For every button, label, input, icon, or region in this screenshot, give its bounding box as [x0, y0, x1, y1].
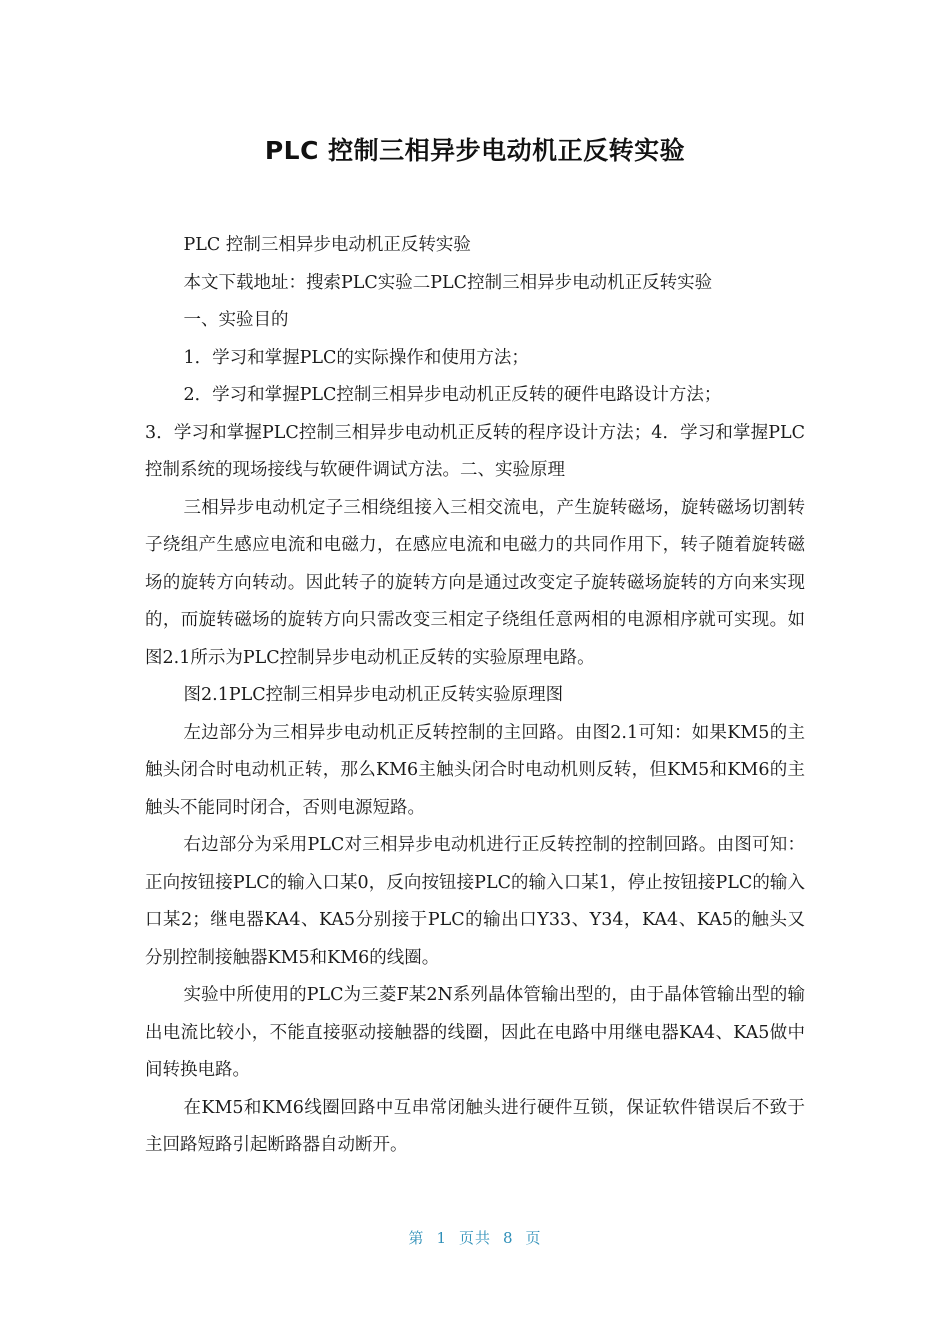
- footer-middle: 页共: [458, 1229, 491, 1247]
- document-title: PLC 控制三相异步电动机正反转实验: [264, 136, 686, 165]
- document-body: [145, 227, 805, 1165]
- paragraph-interlock: 在KM5和KM6线圈回路中互串常闭触头进行硬件互锁，保证软件错误后不致于主回路短路引起断路器自动断开。: [145, 1097, 805, 1155]
- paragraph-download-address: 本文下载地址：搜索PLC实验二PLC控制三相异步电动机正反转实验: [183, 272, 713, 293]
- paragraph-subtitle: PLC 控制三相异步电动机正反转实验: [183, 235, 471, 255]
- figure-caption: 图2.1PLC控制三相异步电动机正反转实验原理图: [183, 685, 564, 705]
- paragraph-control-circuit: 右边部分为采用PLC对三相异步电动机进行正反转控制的控制回路。由图可知：正向按钮接PLC的输入口某0，反向按钮接PLC的输入口某1，停止按钮接PLC的输入口某2；继电器KA4、KA5分别接于PLC的输出口Y33、Y34，KA4、KA5的触头又分别控制接触器KM5和KM6的线圈。: [145, 835, 805, 968]
- paragraph-plc-model: 实验中所使用的PLC为三菱F某2N系列晶体管输出型的，由于晶体管输出型的输出电流比较小，不能直接驱动接触器的线圈，因此在电路中用继电器KA4、KA5做中间转换电路。: [145, 985, 805, 1080]
- paragraph-main-circuit: 左边部分为三相异步电动机正反转控制的主回路。由图2.1可知：如果KM5的主触头闭合时电动机正转，那么KM6主触头闭合时电动机则反转，但KM5和KM6的主触头不能同时闭合，否则电源短路。: [145, 722, 805, 818]
- section-heading-purpose: 一、实验目的: [183, 310, 289, 330]
- paragraph-principle: 三相异步电动机定子三相绕组接入三相交流电，产生旋转磁场，旋转磁场切割转子绕组产生感应电流和电磁力，在感应电流和电磁力的共同作用下，转子随着旋转磁场的旋转方向转动。因此转子的旋转方向是通过改变定子旋转磁场旋转的方向来实现的，而旋转磁场的旋转方向只需改变三相定子绕组任意两相的电源相序就可实现。如图2.1所示为PLC控制异步电动机正反转的实验原理电路。: [145, 497, 805, 668]
- purpose-item-2: 2．学习和掌握PLC控制三相异步电动机正反转的硬件电路设计方法；: [183, 385, 722, 405]
- purpose-item-1: 1．学习和掌握PLC的实际操作和使用方法；: [183, 347, 529, 368]
- page-footer: [0, 1227, 950, 1248]
- footer-prefix: 第: [408, 1229, 425, 1247]
- footer-suffix: 页: [525, 1229, 542, 1247]
- footer-total-pages: 8: [503, 1229, 514, 1247]
- purpose-item-3-4: 3．学习和掌握PLC控制三相异步电动机正反转的程序设计方法；4．学习和掌握PLC控制系统的现场接线与软硬件调试方法。二、实验原理: [145, 422, 805, 480]
- footer-page-number: 1: [436, 1229, 447, 1247]
